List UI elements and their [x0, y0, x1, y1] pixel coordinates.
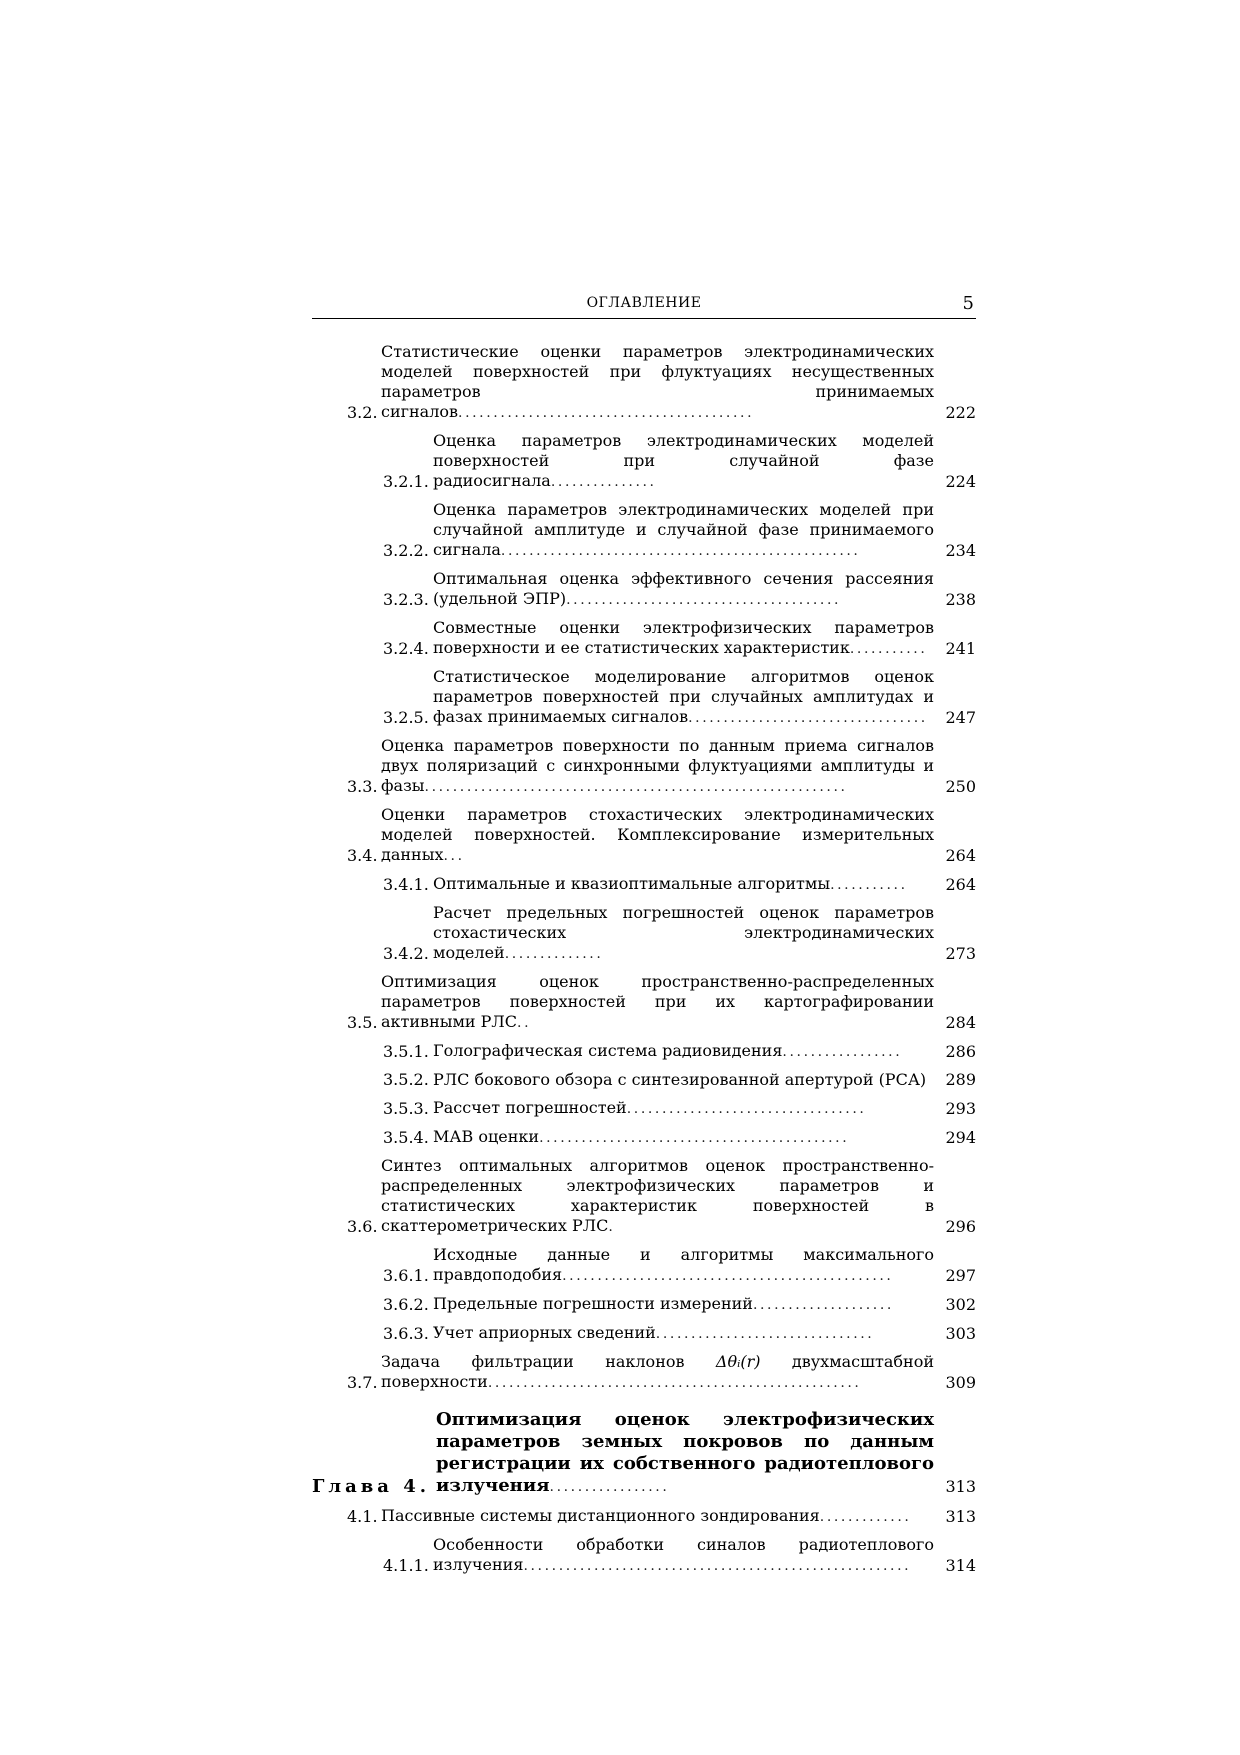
toc-page: 309 — [945, 1373, 976, 1392]
toc-entry-3-5-4[interactable] — [312, 1127, 976, 1148]
toc-title: Исходные данные и алгоритмы максимального правдоподобия — [433, 1245, 934, 1284]
dot-leader: ........... — [849, 641, 928, 657]
running-title: ОГЛАВЛЕНИЕ — [586, 295, 702, 311]
toc-entry-3-7[interactable] — [312, 1352, 976, 1393]
toc-page: 297 — [945, 1266, 976, 1285]
toc-page: 247 — [945, 708, 976, 727]
toc-title: Рассчет погрешностей — [433, 1098, 627, 1117]
toc-entry-3-2-3[interactable] — [312, 569, 976, 610]
chapter-title: Оптимизация оценок электрофизических параметров земных покровов по данным регистрации их собственного радиотеплового излучения — [436, 1409, 934, 1496]
toc-number: 3.3. — [347, 777, 378, 796]
toc-entry-3-2-4[interactable] — [312, 618, 976, 659]
toc-title: МАВ оценки — [433, 1127, 540, 1146]
toc-entry-3-2-1[interactable] — [312, 431, 976, 492]
toc-title: Предельные погрешности измерений — [433, 1294, 753, 1313]
math-formula: Δθᵢ(r) — [715, 1352, 761, 1371]
toc-page: 222 — [945, 403, 976, 422]
toc-entry-3-4-1[interactable] — [312, 874, 976, 895]
dot-leader: .................... — [752, 1297, 894, 1313]
toc-entry-3-4-2[interactable] — [312, 903, 976, 964]
toc-entry-4-1[interactable] — [312, 1506, 976, 1527]
dot-leader: ............................................................ — [424, 779, 848, 795]
dot-leader: ................. — [549, 1479, 670, 1495]
toc-number: 3.5.1. — [383, 1042, 429, 1061]
toc-number: 3.2.4. — [383, 639, 429, 658]
toc-entry-3-2-5[interactable] — [312, 667, 976, 728]
dot-leader: . — [608, 1219, 616, 1235]
toc-page: 264 — [945, 875, 976, 894]
toc-number: 3.4.2. — [383, 944, 429, 963]
toc-page: 284 — [945, 1013, 976, 1032]
page-number: 5 — [962, 293, 974, 314]
toc-number: 3.5. — [347, 1013, 378, 1032]
toc-title: Учет априорных сведений — [433, 1323, 656, 1342]
toc-number: 3.7. — [347, 1373, 378, 1392]
dot-leader: ....................................................... — [523, 1558, 912, 1574]
toc-number: 3.2.1. — [383, 472, 429, 491]
toc-number: 3.6.3. — [383, 1324, 429, 1343]
toc-title: Совместные оценки электрофизических параметров поверхности и ее статистических характеристик — [433, 618, 934, 657]
toc-number: 4.1. — [347, 1507, 378, 1526]
toc-page: 293 — [945, 1099, 976, 1118]
toc-entry-3-6-1[interactable] — [312, 1245, 976, 1286]
dot-leader: ............. — [819, 1509, 912, 1525]
toc-entry-3-6-2[interactable] — [312, 1294, 976, 1315]
toc-page: 314 — [945, 1556, 976, 1575]
toc-number: 3.2.5. — [383, 708, 429, 727]
dot-leader: ............... — [550, 474, 657, 490]
toc-number: 3.2.3. — [383, 590, 429, 609]
toc-page: 313 — [945, 1477, 976, 1496]
toc-title: Оценки параметров стохастических электродинамических моделей поверхностей. Комплексирование измерительных данных — [381, 805, 934, 864]
dot-leader: ............................................... — [562, 1268, 894, 1284]
toc-title: Голографическая система радиовидения — [433, 1041, 783, 1060]
toc-number: 4.1.1. — [383, 1556, 429, 1575]
toc-number: 3.5.2. — [383, 1070, 429, 1089]
toc-entry-3-5[interactable] — [312, 972, 976, 1033]
toc-title: Оптимальные и квазиоптимальные алгоритмы — [433, 874, 831, 893]
toc-page: 296 — [945, 1217, 976, 1236]
toc-number: 3.2.2. — [383, 541, 429, 560]
toc-entry-3-5-3[interactable] — [312, 1098, 976, 1119]
dot-leader: .......................................... — [458, 405, 755, 421]
toc-title: Оптимизация оценок пространственно-распределенных параметров поверхностей при их картографировании активными РЛС — [381, 972, 934, 1031]
toc-title: Оценка параметров электродинамических моделей поверхностей при случайной фазе радиосигнала — [433, 431, 934, 490]
table-of-contents — [312, 334, 976, 1576]
dot-leader: ............................... — [655, 1326, 875, 1342]
toc-number: 3.4. — [347, 846, 378, 865]
toc-page: 286 — [945, 1042, 976, 1061]
toc-title: Пассивные системы дистанционного зондирования — [381, 1506, 820, 1525]
toc-entry-3-2-2[interactable] — [312, 500, 976, 561]
toc-number: 3.6. — [347, 1217, 378, 1236]
toc-entry-3-5-1[interactable] — [312, 1041, 976, 1062]
toc-number: 3.2. — [347, 403, 378, 422]
chapter-label: Глава 4. — [312, 1476, 431, 1497]
toc-number: 3.6.1. — [383, 1266, 429, 1285]
toc-entry-3-5-2[interactable] — [312, 1070, 976, 1090]
toc-page: 273 — [945, 944, 976, 963]
toc-entry-chapter-4[interactable] — [312, 1409, 976, 1498]
toc-page: 250 — [945, 777, 976, 796]
toc-title: Задача фильтрации наклонов — [381, 1352, 716, 1371]
toc-title: Синтез оптимальных алгоритмов оценок пространственно-распределенных электрофизических параметров и статистических характеристик поверхностей в скаттерометрических РЛС — [381, 1156, 934, 1235]
toc-title: Особенности обработки синалов радиотеплового излучения — [433, 1535, 934, 1574]
dot-leader: ....................................... — [566, 592, 842, 608]
toc-entry-3-6-3[interactable] — [312, 1323, 976, 1344]
toc-title-continued: двухмасштабной поверхности — [381, 1352, 934, 1391]
toc-page: 294 — [945, 1128, 976, 1147]
toc-page: 303 — [945, 1324, 976, 1343]
toc-page: 264 — [945, 846, 976, 865]
dot-leader: .................................. — [688, 710, 928, 726]
toc-title: Оценка параметров поверхности по данным приема сигналов двух поляризаций с синхронными флуктуациями амплитуды и фазы — [381, 736, 934, 795]
dot-leader: .............. — [504, 946, 604, 962]
toc-entry-3-3[interactable] — [312, 736, 976, 797]
toc-page: 302 — [945, 1295, 976, 1314]
dot-leader: ..................................................... — [487, 1375, 862, 1391]
dot-leader: ... — [443, 848, 465, 864]
toc-title: Статистические оценки параметров электродинамических моделей поверхностей при флуктуациях несущественных параметров принимаемых сигналов — [381, 342, 934, 421]
toc-page: 289 — [945, 1070, 976, 1089]
page-header — [312, 294, 976, 319]
toc-entry-3-2[interactable] — [312, 342, 976, 423]
toc-title: Оптимальная оценка эффективного сечения рассеяния (удельной ЭПР) — [433, 569, 934, 608]
toc-page: 313 — [945, 1507, 976, 1526]
toc-number: 3.5.4. — [383, 1128, 429, 1147]
toc-number: 3.6.2. — [383, 1295, 429, 1314]
toc-page: 234 — [945, 541, 976, 560]
dot-leader: ........... — [830, 877, 908, 893]
dot-leader: .. — [517, 1015, 532, 1031]
dot-leader: .................................. — [626, 1101, 867, 1117]
toc-entry-3-4[interactable] — [312, 805, 976, 866]
toc-number: 3.5.3. — [383, 1099, 429, 1118]
toc-title: Расчет предельных погрешностей оценок параметров стохастических электродинамических моделей — [433, 903, 934, 962]
toc-entry-3-6[interactable] — [312, 1156, 976, 1237]
toc-page: 238 — [945, 590, 976, 609]
dot-leader: ................. — [782, 1044, 903, 1060]
dot-leader: ................................................... — [500, 543, 861, 559]
toc-entry-4-1-1[interactable] — [312, 1535, 976, 1576]
toc-number: 3.4.1. — [383, 875, 429, 894]
toc-title: Оценка параметров электродинамических моделей при случайной амплитуде и случайной фазе принимаемого сигнала — [433, 500, 934, 559]
toc-page: 241 — [945, 639, 976, 658]
toc-title: РЛС бокового обзора с синтезированной апертурой (РСА) — [433, 1070, 927, 1089]
dot-leader: ............................................ — [539, 1130, 850, 1146]
toc-page: 224 — [945, 472, 976, 491]
toc-title: Статистическое моделирование алгоритмов оценок параметров поверхностей при случайных амплитудах и фазах принимаемых сигналов — [433, 667, 934, 726]
